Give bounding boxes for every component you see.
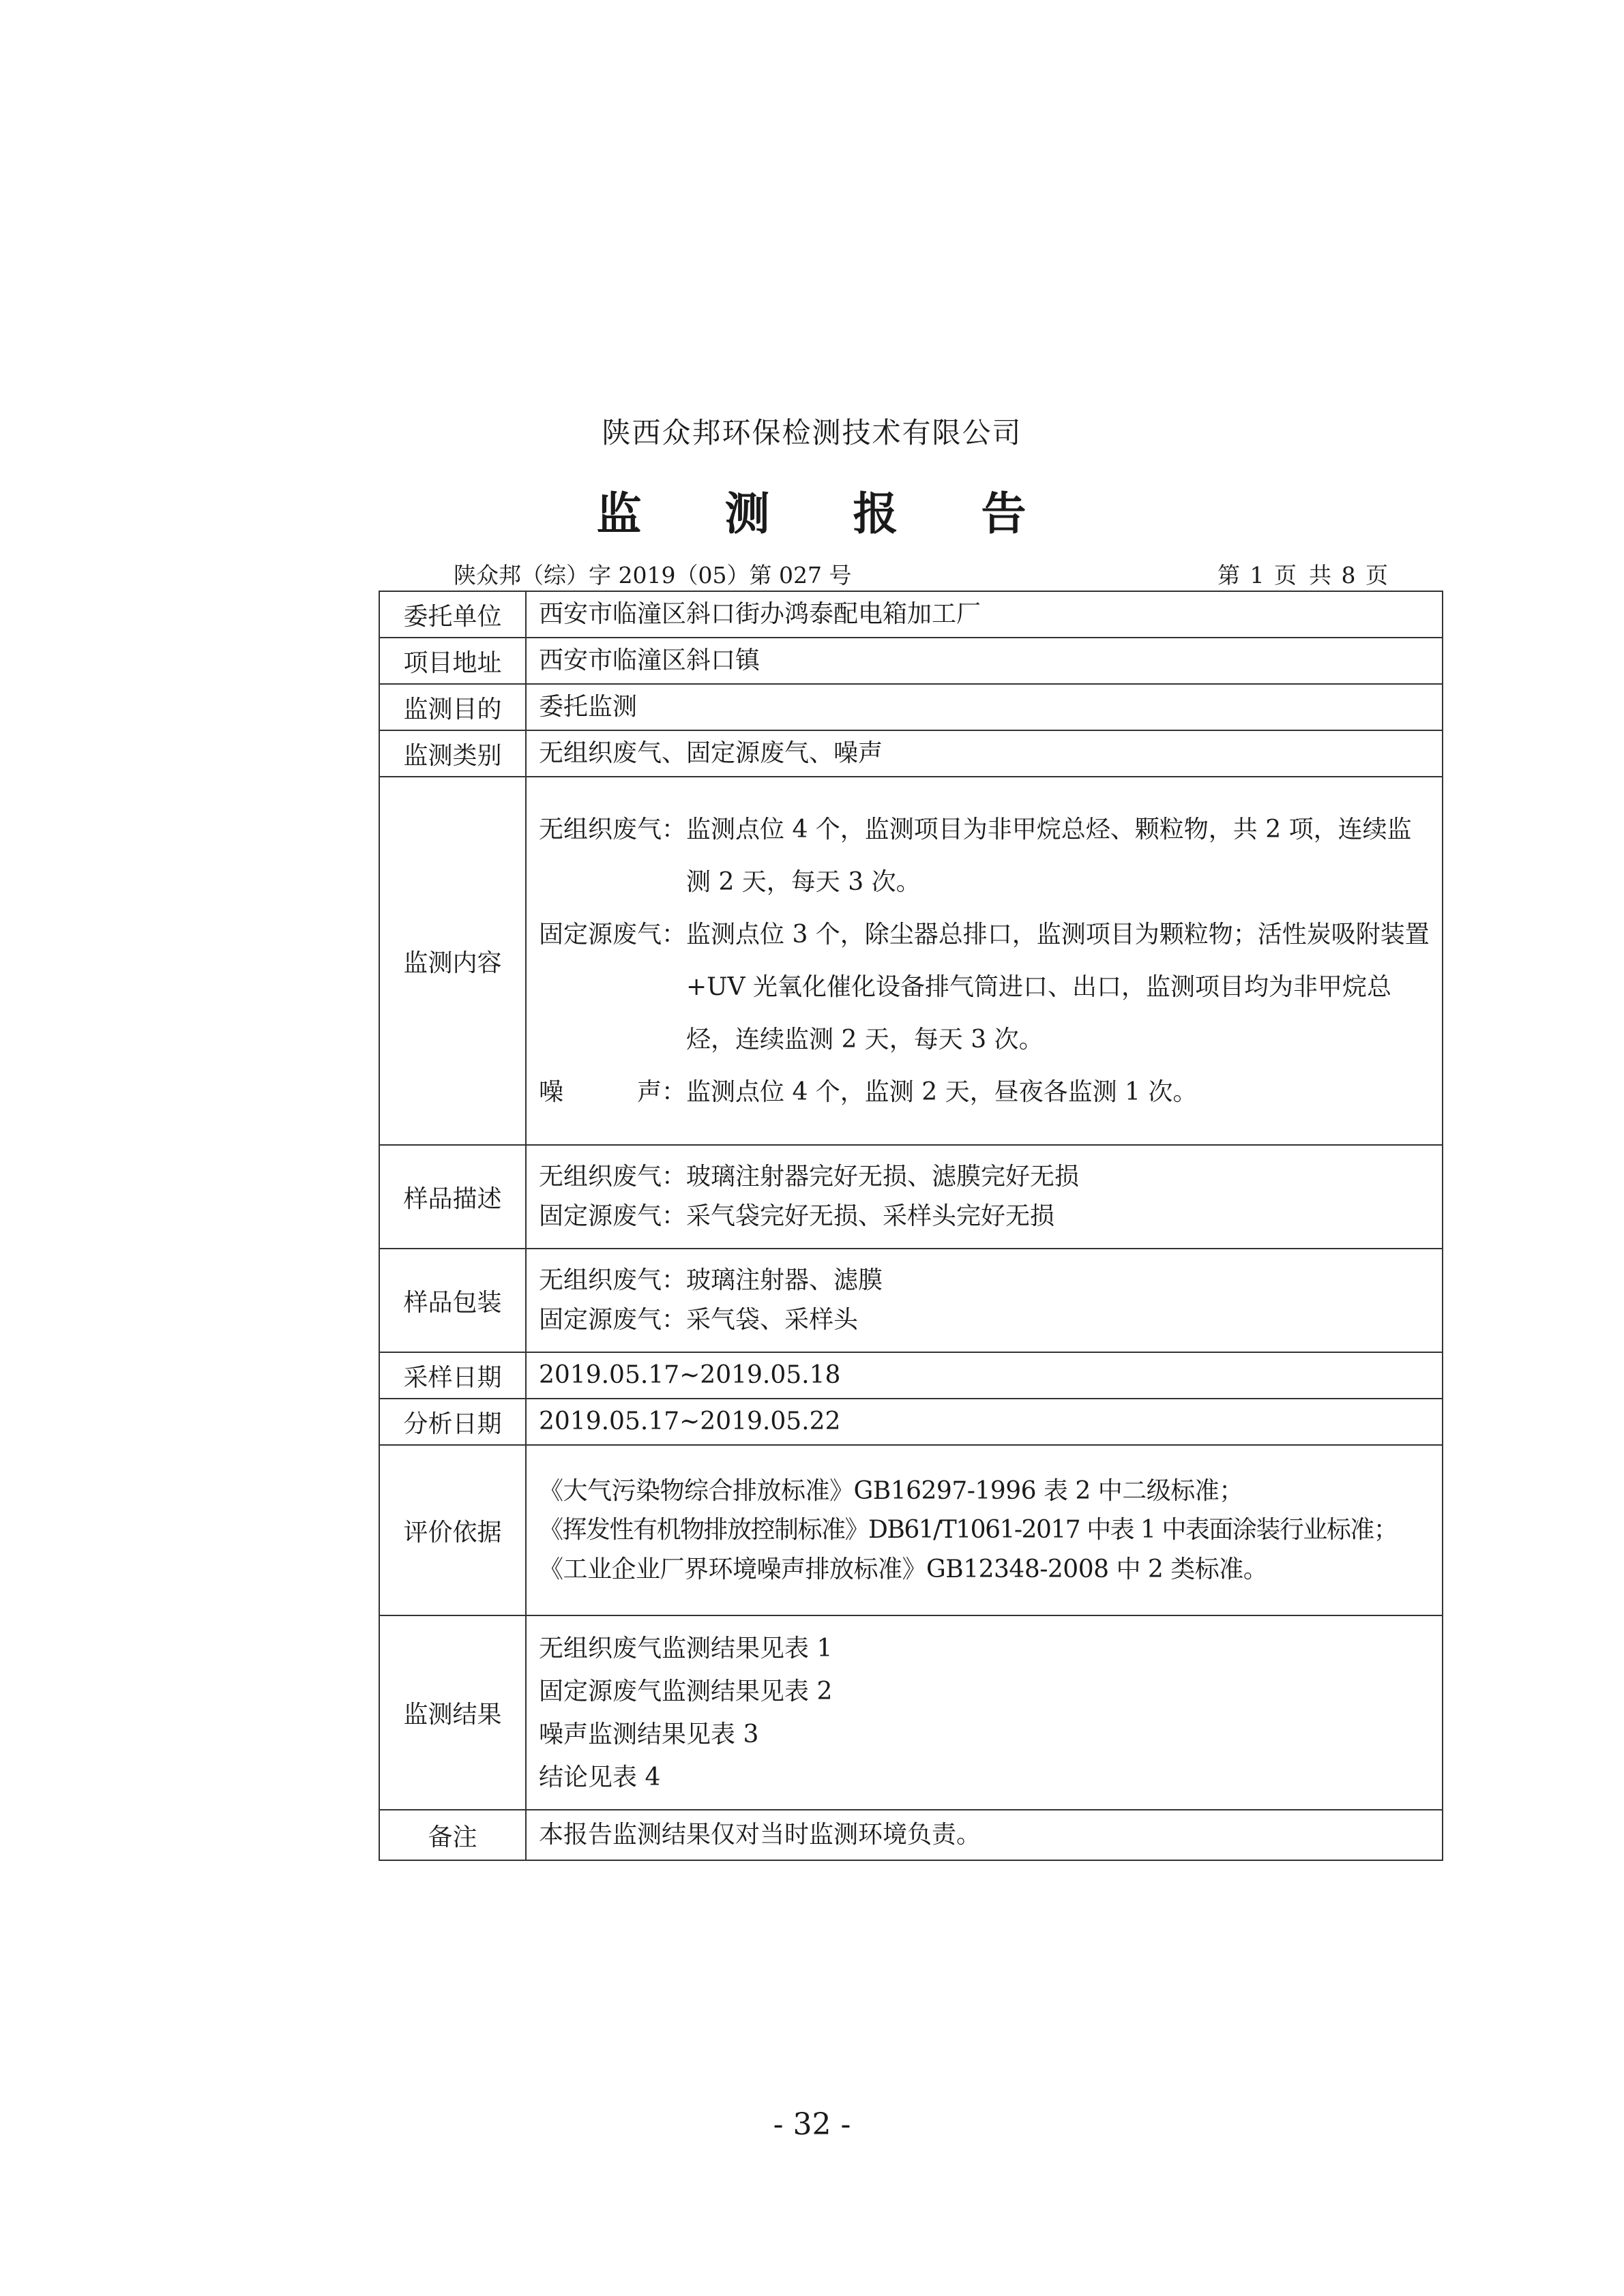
purpose-value: 委托监测 (526, 684, 1443, 730)
table-row (379, 1399, 1443, 1445)
table-row (379, 1445, 1443, 1615)
content-item (539, 1066, 1430, 1118)
table-row (379, 1249, 1443, 1352)
row-label: 监测类别 (379, 730, 526, 777)
text-line: 固定源废气：采气袋完好无损、采样头完好无损 (539, 1202, 1055, 1230)
category-value: 无组织废气、固定源废气、噪声 (526, 730, 1443, 777)
sample-pack-value (526, 1249, 1443, 1352)
text-line: 无组织废气：玻璃注射器、滤膜 (539, 1266, 883, 1295)
row-label: 委托单位 (379, 591, 526, 638)
table-row (379, 1810, 1443, 1860)
title-char: 报 (853, 488, 900, 540)
text-line: 无组织废气监测结果见表 1 (539, 1634, 833, 1663)
row-label: 监测结果 (379, 1615, 526, 1810)
content-prefix (539, 1066, 686, 1118)
table-row (379, 1145, 1443, 1249)
text-line: 结论见表 4 (539, 1763, 661, 1791)
content-text: 监测点位 4 个，监测 2 天，昼夜各监测 1 次。 (686, 1078, 1198, 1106)
content-text: 监测点位 3 个，除尘器总排口，监测项目为颗粒物；活性炭吸附装置+UV 光氧化催化设备排气筒进口、出口，监测项目均为非甲烷总烃，连续监测 2 天，每天 3 次。 (686, 921, 1430, 1054)
footer-page-number: - 32 - (773, 2107, 851, 2142)
report-number: 陕众邦（综）字 2019（05）第 027 号 (454, 562, 852, 588)
title-char: 告 (981, 488, 1028, 540)
content-prefix: 无组织废气： (539, 816, 687, 844)
content-prefix: 固定源废气： (539, 921, 687, 949)
results-value (526, 1615, 1443, 1810)
content-text: 监测点位 4 个，监测项目为非甲烷总烃、颗粒物，共 2 项，连续监测 2 天，每天 3 次。 (686, 816, 1412, 896)
prefix-part: 噪 (539, 1078, 564, 1106)
row-label: 监测内容 (379, 777, 526, 1145)
company-name: 陕西众邦环保检测技术有限公司 (602, 416, 1022, 449)
table-row (379, 591, 1443, 638)
report-title (0, 477, 1624, 542)
table-row (379, 638, 1443, 684)
row-label: 样品包装 (379, 1249, 526, 1352)
text-line: 《挥发性有机物排放控制标准》DB61/T1061-2017 中表 1 中表面涂装行业标准； (539, 1516, 1398, 1545)
text-line: 无组织废气：玻璃注射器完好无损、滤膜完好无损 (539, 1163, 1080, 1191)
content-item (539, 908, 1430, 1066)
page-info (1217, 558, 1400, 590)
row-label: 项目地址 (379, 638, 526, 684)
row-label: 监测目的 (379, 684, 526, 730)
page-number: 第 1 页 (1217, 562, 1297, 588)
remark-value: 本报告监测结果仅对当时监测环境负责。 (526, 1810, 1443, 1860)
row-label: 样品描述 (379, 1145, 526, 1249)
sampling-date-value: 2019.05.17~2019.05.18 (526, 1352, 1443, 1399)
table-row (379, 777, 1443, 1145)
content-value (526, 777, 1443, 1145)
content-item (539, 803, 1430, 908)
title-char: 监 (596, 488, 643, 540)
basis-value (526, 1445, 1443, 1615)
text-line: 《工业企业厂界环境噪声排放标准》GB12348-2008 中 2 类标准。 (539, 1555, 1268, 1583)
row-label: 采样日期 (379, 1352, 526, 1399)
text-line: 噪声监测结果见表 3 (539, 1720, 759, 1748)
address-value: 西安市临潼区斜口镇 (526, 638, 1443, 684)
analysis-date-value: 2019.05.17~2019.05.22 (526, 1399, 1443, 1445)
table-row (379, 684, 1443, 730)
report-table (379, 591, 1443, 1861)
client-value: 西安市临潼区斜口街办鸿泰配电箱加工厂 (526, 591, 1443, 638)
title-char: 测 (724, 488, 771, 540)
text-line: 固定源废气监测结果见表 2 (539, 1677, 833, 1705)
row-label: 备注 (379, 1810, 526, 1860)
sample-desc-value (526, 1145, 1443, 1249)
table-row (379, 1352, 1443, 1399)
table-row (379, 730, 1443, 777)
row-label: 评价依据 (379, 1445, 526, 1615)
table-row (379, 1615, 1443, 1810)
row-label: 分析日期 (379, 1399, 526, 1445)
page-total: 共 8 页 (1308, 562, 1388, 588)
prefix-part: 声： (636, 1078, 686, 1106)
text-line: 固定源废气：采气袋、采样头 (539, 1306, 859, 1334)
text-line: 《大气污染物综合排放标准》GB16297-1996 表 2 中二级标准； (539, 1476, 1243, 1505)
